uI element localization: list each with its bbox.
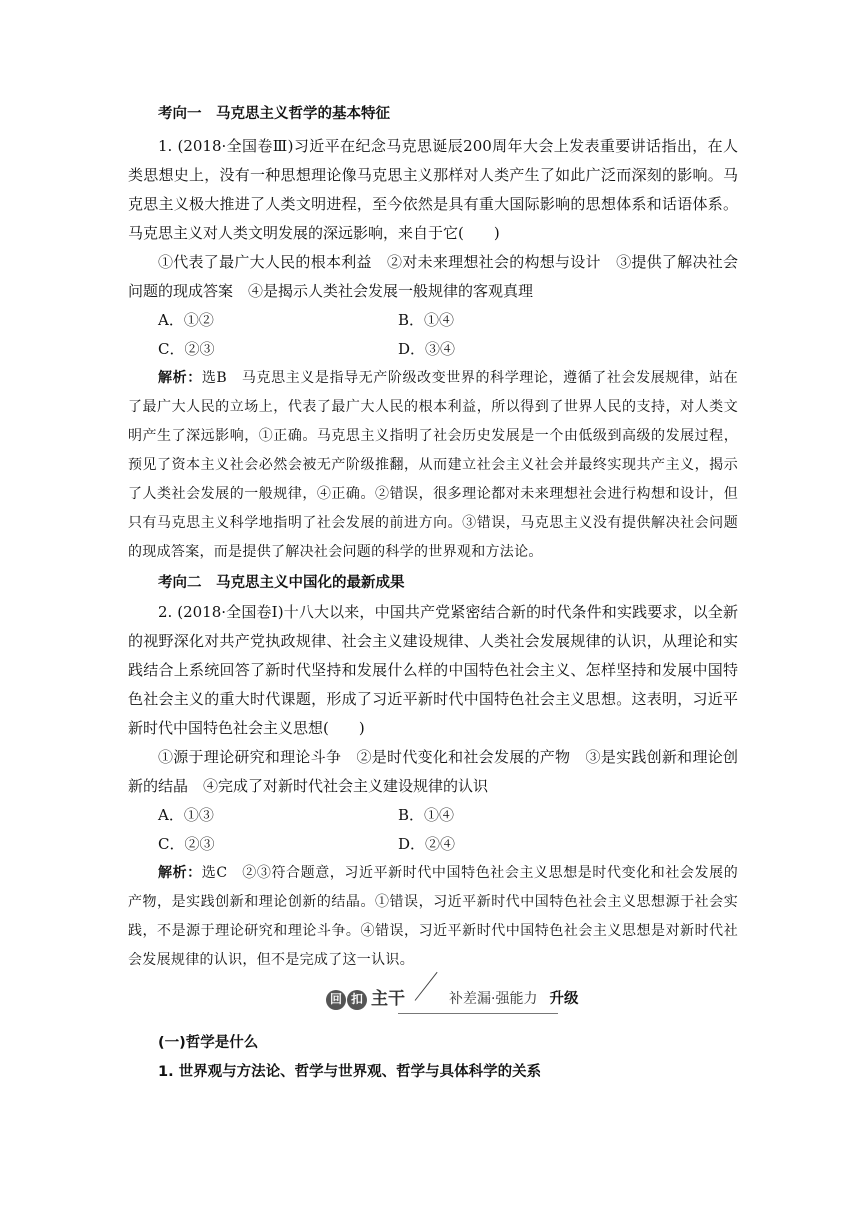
question-1-statements: ①代表了最广大人民的根本利益 ②对未来理想社会的构想与设计 ③提供了解决社会问题的现成答案 ④是揭示人类社会发展一般规律的客观真理 <box>128 253 738 300</box>
banner-circle-char-2: 扣 <box>347 990 367 1010</box>
document-body <box>128 100 738 1087</box>
question-2-options-row-2 <box>128 830 738 859</box>
option-b: B．①④ <box>398 806 455 824</box>
analysis-label: 解析： <box>158 370 202 386</box>
option-c: C．②③ <box>158 340 215 358</box>
analysis-2 <box>128 859 738 975</box>
question-2: 2. (2018·全国卷Ⅰ)十八大以来，中国共产党紧密结合新的时代条件和实践要求，以全新的视野深化对共产党执政规律、社会主义建设规律、人类社会发展规律的认识，从理论和实践结合上系统回答了新时代坚持和发展什么样的中国特色社会主义、怎样坚持和发展中国特色社会主义的重大时代课题，形成了习近平新时代中国特色社会主义思想。这表明，习近平新时代中国特色社会主义思想( ) <box>128 603 738 737</box>
option-d: D．③④ <box>398 340 456 358</box>
banner-sub-text: 补差漏·强能力 <box>449 991 538 1007</box>
section-heading-2: 考向二 马克思主义中国化的最新成果 <box>158 575 405 591</box>
section-banner <box>128 983 738 1023</box>
banner-slash <box>407 986 443 1014</box>
part-title: (一)哲学是什么 <box>158 1035 259 1051</box>
option-c: C．②③ <box>158 835 215 853</box>
analysis-text: 选B 马克思主义是指导无产阶级改变世界的科学理论，遵循了社会发展规律，站在了最广大人民的立场上，代表了最广大人民的根本利益，所以得到了世界人民的支持，对人类文明产生了深远影响，①正确。马克思主义指明了社会历史发展是一个由低级到高级的发展过程，预见了资本主义社会必然会被无产阶级推翻，从而建立社会主义社会并最终实现共产主义，揭示了人类社会发展的一般规律，④正确。②错误，很多理论都对未来理想社会进行构想和设计，但只有马克思主义科学地指明了社会发展的前进方向。③错误，马克思主义没有提供解决社会问题的现成答案，而是提供了解决社会问题的科学的世界观和方法论。 <box>128 370 739 560</box>
banner-circle-char-1: 回 <box>326 990 346 1010</box>
part-item-1: 1. 世界观与方法论、哲学与世界观、哲学与具体科学的关系 <box>158 1064 542 1080</box>
option-d: D．②④ <box>398 835 456 853</box>
banner-bold-text: 升级 <box>549 991 579 1007</box>
analysis-1 <box>128 364 738 567</box>
section-heading-1: 考向一 马克思主义哲学的基本特征 <box>158 106 390 122</box>
banner-title <box>326 985 578 1014</box>
analysis-text: 选C ②③符合题意，习近平新时代中国特色社会主义思想是时代变化和社会发展的产物，是实践创新和理论创新的结晶。①错误，习近平新时代中国特色社会主义思想源于社会实践，不是源于理论研究和理论斗争。④错误，习近平新时代中国特色社会主义思想是对新时代社会发展规律的认识，但不是完成了这一认识。 <box>128 865 739 968</box>
banner-underline <box>398 1013 558 1014</box>
option-b: B．①④ <box>398 311 455 329</box>
question-1-options-row-1 <box>128 306 738 335</box>
question-2-options-row-1 <box>128 801 738 830</box>
question-2-statements: ①源于理论研究和理论斗争 ②是时代变化和社会发展的产物 ③是实践创新和理论创新的结晶 ④完成了对新时代社会主义建设规律的认识 <box>128 748 738 795</box>
option-a: A．①③ <box>158 806 214 824</box>
question-1: 1. (2018·全国卷Ⅲ)习近平在纪念马克思诞辰200周年大会上发表重要讲话指出，在人类思想史上，没有一种思想理论像马克思主义那样对人类产生了如此广泛而深刻的影响。马克思主义极大推进了人类文明进程，至今依然是具有重大国际影响的思想体系和话语体系。马克思主义对人类文明发展的深远影响，来自于它( ) <box>128 137 738 242</box>
analysis-label: 解析： <box>158 865 202 881</box>
question-1-options-row-2 <box>128 335 738 364</box>
option-a: A．①② <box>158 311 214 329</box>
banner-main-text: 主干 <box>371 989 405 1009</box>
